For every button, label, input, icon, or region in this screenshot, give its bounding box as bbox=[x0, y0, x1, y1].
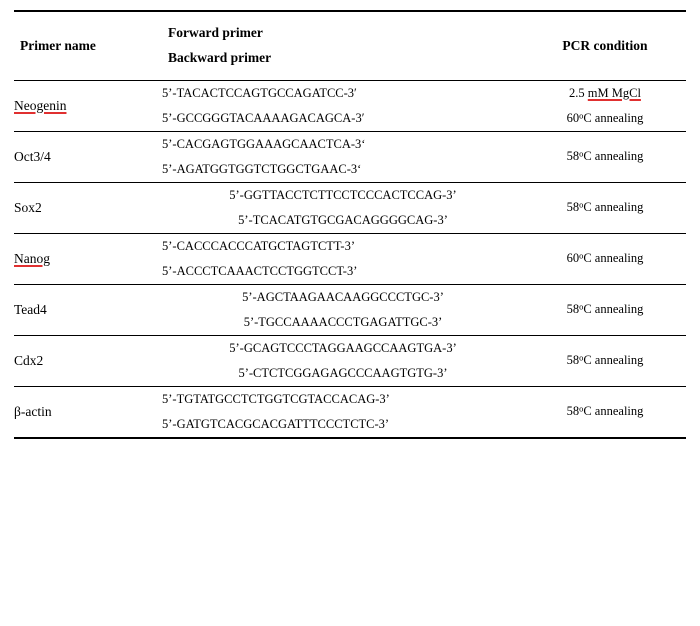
backward-primer-sequence: 5’-CTCTCGGAGAGCCCAAGTGTG-3’ bbox=[238, 365, 448, 380]
degree-superscript: o bbox=[579, 199, 584, 210]
annealing-temp-value: 58 bbox=[566, 149, 580, 164]
forward-primer-sequence: 5’-CACGAGTGGAAAGCAACTCA-3‘ bbox=[162, 136, 366, 151]
annealing-temp-value: 58 bbox=[566, 302, 580, 317]
cell-primer-sequences bbox=[162, 182, 524, 233]
primer-name-text: Sox2 bbox=[14, 199, 42, 215]
mgcl-label: mM MgCl bbox=[587, 85, 641, 100]
forward-primer-sequence: 5’-AGCTAAGAACAAGGCCCTGC-3’ bbox=[242, 289, 444, 304]
primer-name-text: Neogenin bbox=[14, 97, 67, 113]
primer-name-text: β-actin bbox=[14, 403, 52, 419]
backward-primer-sequence: 5’-AGATGGTGGTCTGGCTGAAC-3‘ bbox=[162, 161, 362, 176]
forward-primer-sequence: 5’-GGTTACCTCTTCCTCCCACTCCAG-3’ bbox=[229, 187, 457, 202]
degree-superscript: o bbox=[579, 250, 584, 261]
document-page bbox=[0, 10, 700, 626]
cell-pcr-condition bbox=[524, 80, 686, 131]
pcr-condition-line-2 bbox=[524, 348, 686, 373]
cell-primer-sequences bbox=[162, 233, 524, 284]
backward-primer-sequence: 5’-TCACATGTGCGACAGGGGCAG-3’ bbox=[238, 212, 448, 227]
pcr-condition-line-2 bbox=[524, 144, 686, 169]
bottom-rule-cell bbox=[524, 438, 686, 439]
annealing-text: C annealing bbox=[583, 353, 644, 368]
pcr-condition-line-2 bbox=[524, 106, 686, 131]
header-cell-pcr-condition bbox=[524, 11, 686, 80]
table-row bbox=[14, 182, 686, 233]
primer-name-text: Nanog bbox=[14, 250, 50, 266]
header-cell-primer-name bbox=[14, 11, 162, 80]
table-head bbox=[14, 11, 686, 80]
header-row bbox=[14, 11, 686, 80]
backward-primer-sequence: 5’-GCCGGGTACAAAAGACAGCA-3′ bbox=[162, 110, 365, 125]
forward-primer-sequence: 5’-TGTATGCCTCTGGTCGTACCACAG-3’ bbox=[162, 391, 390, 406]
header-label-forward-primer: Forward primer bbox=[168, 25, 263, 40]
forward-primer-sequence: 5’-GCAGTCCCTAGGAAGCCAAGTGA-3’ bbox=[229, 340, 457, 355]
header-label-pcr-condition: PCR condition bbox=[562, 38, 648, 53]
primer-table bbox=[14, 10, 686, 439]
degree-superscript: o bbox=[579, 110, 584, 121]
table-row bbox=[14, 335, 686, 386]
pcr-condition-line-2 bbox=[524, 195, 686, 220]
pcr-condition-line-1 bbox=[524, 81, 686, 106]
degree-superscript: o bbox=[579, 403, 584, 414]
cell-primer-sequences bbox=[162, 131, 524, 182]
annealing-text: C annealing bbox=[583, 110, 644, 125]
degree-superscript: o bbox=[579, 301, 584, 312]
primer-name-text: Tead4 bbox=[14, 301, 47, 317]
cell-primer-sequences bbox=[162, 335, 524, 386]
header-label-backward-primer: Backward primer bbox=[168, 49, 272, 65]
cell-pcr-condition bbox=[524, 233, 686, 284]
cell-pcr-condition bbox=[524, 386, 686, 438]
cell-primer-name bbox=[14, 233, 162, 284]
pcr-condition-line-2 bbox=[524, 399, 686, 424]
bottom-rule-cell bbox=[162, 438, 524, 439]
cell-primer-sequences bbox=[162, 284, 524, 335]
primer-name-text: Oct3/4 bbox=[14, 148, 51, 164]
backward-primer-sequence: 5’-TGCCAAAACCCTGAGATTGC-3’ bbox=[243, 314, 443, 329]
cell-primer-name bbox=[14, 131, 162, 182]
header-label-primer-name: Primer name bbox=[20, 38, 96, 53]
annealing-temp-value: 60 bbox=[566, 251, 580, 266]
table-row bbox=[14, 131, 686, 182]
backward-primer-sequence: 5’-ACCCTCAAACTCCTGGTCCT-3’ bbox=[162, 263, 358, 278]
cell-pcr-condition bbox=[524, 335, 686, 386]
pcr-condition-line-2 bbox=[524, 297, 686, 322]
pcr-condition-line-2 bbox=[524, 246, 686, 271]
forward-primer-sequence: 5’-CACCCACCCATGCTAGTCTT-3’ bbox=[162, 238, 355, 253]
annealing-temp-value: 60 bbox=[566, 110, 580, 125]
cell-primer-name bbox=[14, 335, 162, 386]
annealing-text: C annealing bbox=[583, 404, 644, 419]
cell-pcr-condition bbox=[524, 284, 686, 335]
cell-pcr-condition bbox=[524, 131, 686, 182]
annealing-temp-value: 58 bbox=[566, 404, 580, 419]
cell-primer-sequences bbox=[162, 386, 524, 438]
cell-primer-name bbox=[14, 182, 162, 233]
table-row bbox=[14, 233, 686, 284]
primer-name-text: Cdx2 bbox=[14, 352, 44, 368]
table-bottom-rule bbox=[14, 438, 686, 439]
cell-primer-name bbox=[14, 80, 162, 131]
annealing-text: C annealing bbox=[583, 251, 644, 266]
cell-primer-name bbox=[14, 284, 162, 335]
annealing-text: C annealing bbox=[583, 200, 644, 215]
annealing-temp-value: 58 bbox=[566, 200, 580, 215]
annealing-temp-value: 58 bbox=[566, 353, 580, 368]
table-body bbox=[14, 80, 686, 439]
bottom-rule-cell bbox=[14, 438, 162, 439]
annealing-text: C annealing bbox=[583, 302, 644, 317]
table-row bbox=[14, 284, 686, 335]
table-row bbox=[14, 386, 686, 438]
degree-superscript: o bbox=[579, 352, 584, 363]
cell-primer-name bbox=[14, 386, 162, 438]
backward-primer-sequence: 5’-GATGTCACGCACGATTTCCCTCTC-3’ bbox=[162, 416, 390, 431]
table-row bbox=[14, 80, 686, 131]
cell-pcr-condition bbox=[524, 182, 686, 233]
cell-primer-sequences bbox=[162, 80, 524, 131]
forward-primer-sequence: 5’-TACACTCCAGTGCCAGATCC-3′ bbox=[162, 85, 357, 100]
mgcl-concentration-value: 2.5 bbox=[569, 85, 588, 100]
header-cell-primers bbox=[162, 11, 524, 80]
annealing-text: C annealing bbox=[583, 149, 644, 164]
degree-superscript: o bbox=[579, 148, 584, 159]
